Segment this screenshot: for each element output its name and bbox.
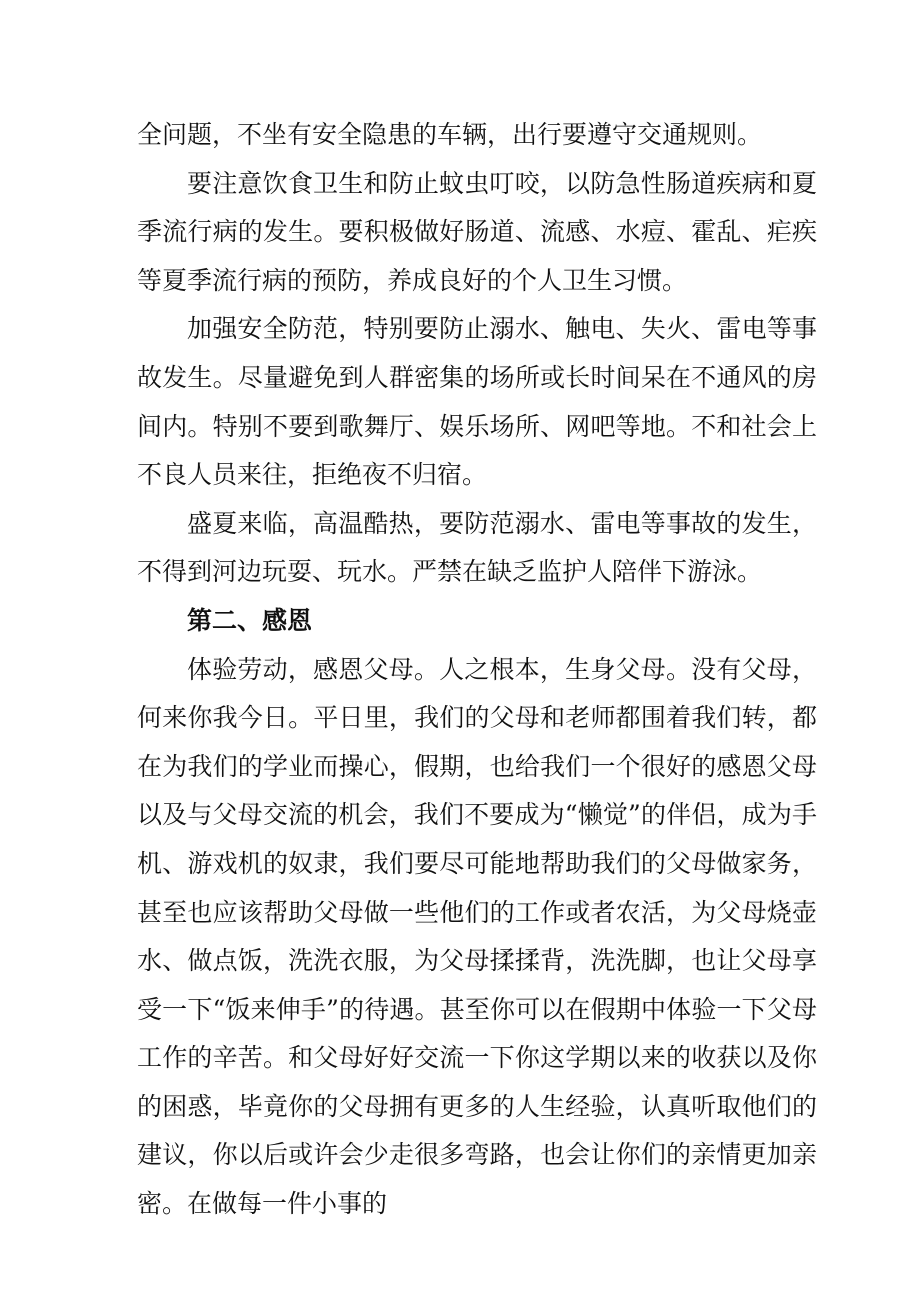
paragraph-traffic-safety: 全问题，不坐有安全隐患的车辆，出行要遵守交通规则。 <box>137 120 763 149</box>
paragraph-gratitude-parents: 体验劳动，感恩父母。人之根本，生身父母。没有父母，何来你我今日。平日里，我们的父母和老师都围着我们转，都在为我们的学业而操心，假期，也给我们一个很好的感恩父母以及与父母交流的机会，我们不要成为“懒觉”的伴侣，成为手机、游戏机的奴隶，我们要尽可能地帮助我们的父母做家务，甚至也应该帮助父母做一些他们的工作或者农活，为父母烧壶水、做点饭，洗洗衣服，为父母揉揉背，洗洗脚，也让父母享受一下“饭来伸手”的待遇。甚至你可以在假期中体验一下父母工作的辛苦。和父母好好交流一下你这学期以来的收获以及你的困惑，毕竟你的父母拥有更多的人生经验，认真听取他们的建议，你以后或许会少走很多弯路，也会让你们的亲情更加亲密。在做每一件小事的 <box>137 654 817 1219</box>
paragraph-drowning-prevention: 盛夏来临，高温酷热，要防范溺水、雷电等事故的发生，不得到河边玩耍、玩水。严禁在缺乏监护人陪伴下游泳。 <box>137 508 817 587</box>
section-heading-gratitude: 第二、感恩 <box>187 605 313 635</box>
paragraph-food-hygiene: 要注意饮食卫生和防止蚊虫叮咬，以防急性肠道疾病和夏季流行病的发生。要积极做好肠道、流感、水痘、霍乱、疟疾等夏季流行病的预防，养成良好的个人卫生习惯。 <box>137 168 817 295</box>
document-page <box>137 111 817 1229</box>
paragraph-safety-precautions: 加强安全防范，特别要防止溺水、触电、失火、雷电等事故发生。尽量避免到人群密集的场所或长时间呆在不通风的房间内。特别不要到歌舞厅、娱乐场所、网吧等地。不和社会上不良人员来往，拒绝夜不归宿。 <box>137 314 817 490</box>
